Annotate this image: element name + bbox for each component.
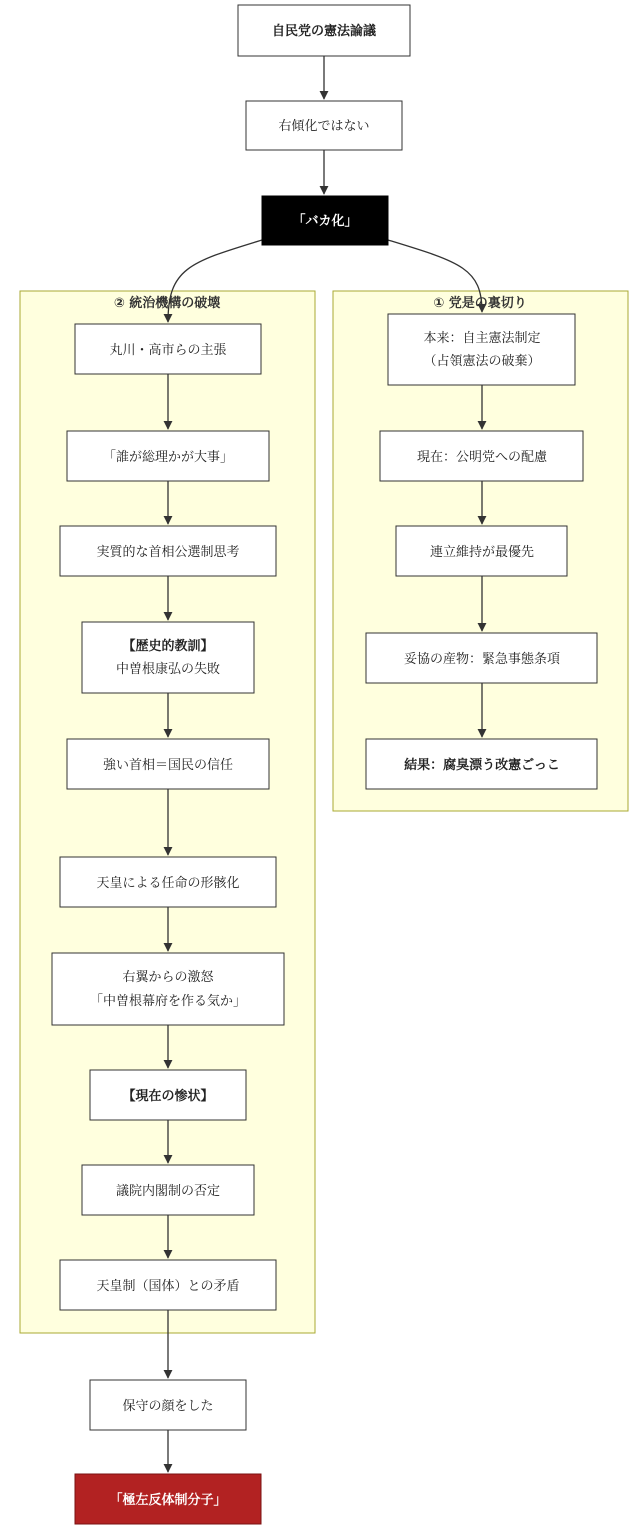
node-a4-label-1: 【歴史的教訓】 [122,639,214,654]
node-a1-label: 丸川・高市らの主張 [109,343,227,358]
node-b2-label: 現在：公明党への配慮 [416,450,548,465]
node-b1-label-1: 本来：自主憲法制定 [423,331,541,346]
node-a3 [60,526,276,576]
node-a4-label-2: 中曽根康弘の失敗 [115,662,221,677]
node-constitution-debate [238,5,410,56]
node-b5-label: 結果：腐臭漂う改憲ごっこ [404,758,560,773]
node-b1 [388,314,575,385]
node-far-left-element [75,1474,261,1524]
node-baka-ka [262,196,388,245]
node-b1-label-2: （占領憲法の破棄） [423,354,541,369]
node-b3-label: 連立維持が最優先 [429,545,535,560]
node-a10 [60,1260,276,1310]
node-a2-label: 「誰が総理かが大事」 [102,450,234,465]
node-a5 [67,739,269,789]
node-a2 [67,431,269,481]
node-not-rightward-label: 右傾化ではない [278,119,370,134]
node-a5-label: 強い首相＝国民の信任 [102,758,234,773]
node-far-left-element-label: 「極左反体制分子」 [109,1493,227,1508]
node-a9-label: 議院内閣制の否定 [115,1184,221,1199]
node-b4 [366,633,597,683]
cluster-governance-title: ② 統治機構の破壊 [113,296,221,311]
node-a7-label-1: 右翼からの激怒 [122,970,214,985]
cluster-party-betrayal-title: ① 党是の裏切り [433,296,527,311]
node-a7 [52,953,284,1025]
node-b5 [366,739,597,789]
node-constitution-debate-label: 自民党の憲法論議 [271,24,377,39]
node-conservative-face-label: 保守の顔をした [122,1399,214,1414]
node-a6 [60,857,276,907]
node-a9 [82,1165,254,1215]
node-a4 [82,622,254,693]
node-a10-label: 天皇制（国体）との矛盾 [96,1279,240,1294]
node-a3-label: 実質的な首相公選制思考 [96,545,240,560]
node-a1 [75,324,261,374]
node-b4-label: 妥協の産物：緊急事態条項 [403,652,561,667]
node-baka-ka-label: 「バカ化」 [292,214,358,229]
node-b3 [396,526,567,576]
node-a6-label: 天皇による任命の形骸化 [96,876,240,891]
node-b2 [380,431,583,481]
node-a8 [90,1070,246,1120]
node-a7-label-2: 「中曽根幕府を作る気か」 [89,994,247,1009]
node-not-rightward [246,101,402,150]
node-conservative-face [90,1380,246,1430]
node-a8-label: 【現在の惨状】 [122,1089,214,1104]
